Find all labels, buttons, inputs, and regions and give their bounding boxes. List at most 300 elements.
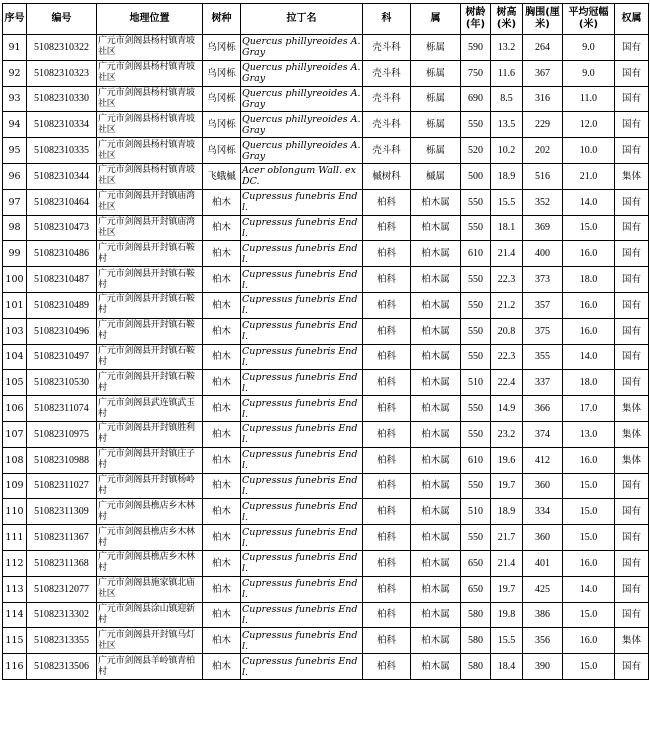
cell-family: 柏科	[363, 267, 411, 293]
cell-latin-name: Quercus phillyreoides A. Gray	[242, 87, 361, 110]
cell-height: 14.9	[491, 396, 523, 422]
cell-family: 柏科	[363, 292, 411, 318]
cell-girth: 369	[523, 215, 563, 241]
cell-species: 柏木	[203, 318, 241, 344]
cell-species: 柏木	[203, 525, 241, 551]
cell-ownership: 国有	[615, 654, 649, 680]
cell-latin-name: Cupressus funebris Endl.	[241, 654, 363, 680]
cell-age: 580	[461, 628, 491, 654]
cell-code: 51082310473	[27, 215, 97, 241]
cell-age: 550	[461, 421, 491, 447]
cell-latin-name: Cupressus funebris Endl.	[241, 602, 363, 628]
cell-location: 广元市剑阁县开封镇石鞍村	[97, 370, 203, 396]
cell-location: 广元市剑阁县开封镇石鞍村	[97, 241, 203, 267]
cell-latin-name: Cupressus funebris Endl.	[241, 344, 363, 370]
cell-genus: 栎属	[411, 112, 461, 138]
cell-location: 广元市剑阁县杨村镇青坡社区	[97, 112, 203, 138]
col-header-age: 树龄(年)	[461, 4, 491, 35]
cell-code: 51082311027	[27, 473, 97, 499]
cell-location: 广元市剑阁县武连镇武玉村	[97, 396, 203, 422]
cell-girth: 412	[523, 447, 563, 473]
table-row	[3, 163, 649, 189]
cell-girth: 356	[523, 628, 563, 654]
cell-location: 广元市剑阁县开封镇石鞍村	[97, 267, 203, 293]
table-row	[3, 499, 649, 525]
cell-crown: 16.0	[563, 318, 615, 344]
table-row	[3, 370, 649, 396]
cell-code: 51082310988	[27, 447, 97, 473]
col-header-crown: 平均冠幅(米)	[563, 4, 615, 35]
cell-crown: 16.0	[563, 241, 615, 267]
cell-index: 112	[3, 550, 27, 576]
cell-crown: 13.0	[563, 421, 615, 447]
cell-girth: 390	[523, 654, 563, 680]
cell-height: 19.7	[491, 576, 523, 602]
cell-index: 108	[3, 447, 27, 473]
cell-age: 580	[461, 654, 491, 680]
cell-location: 广元市剑阁县涂山镇迎新村	[97, 602, 203, 628]
cell-age: 550	[461, 396, 491, 422]
cell-age: 550	[461, 473, 491, 499]
cell-girth: 334	[523, 499, 563, 525]
cell-height: 13.2	[491, 35, 523, 61]
cell-crown: 12.0	[563, 112, 615, 138]
cell-height: 20.8	[491, 318, 523, 344]
cell-age: 550	[461, 318, 491, 344]
cell-species: 柏木	[203, 628, 241, 654]
cell-latin-name: Cupressus funebris Endl.	[241, 370, 363, 396]
cell-species: 柏木	[203, 447, 241, 473]
cell-genus: 柏木属	[411, 189, 461, 215]
cell-crown: 16.0	[563, 550, 615, 576]
cell-species: 柏木	[203, 396, 241, 422]
cell-family: 壳斗科	[363, 138, 411, 164]
cell-crown: 15.0	[563, 602, 615, 628]
cell-girth: 401	[523, 550, 563, 576]
cell-crown: 14.0	[563, 189, 615, 215]
cell-age: 510	[461, 499, 491, 525]
cell-family: 柏科	[363, 421, 411, 447]
table-header	[3, 4, 649, 35]
cell-height: 15.5	[491, 628, 523, 654]
cell-index: 115	[3, 628, 27, 654]
cell-family: 柏科	[363, 318, 411, 344]
cell-index: 104	[3, 344, 27, 370]
cell-genus: 柏木属	[411, 318, 461, 344]
col-header-species: 树种	[203, 4, 241, 35]
cell-location: 广元市剑阁县杨村镇青坡社区	[97, 138, 203, 164]
cell-height: 22.4	[491, 370, 523, 396]
cell-location: 广元市剑阁县樵店乡木林村	[97, 550, 203, 576]
cell-height: 19.7	[491, 473, 523, 499]
cell-genus: 栎属	[411, 138, 461, 164]
cell-family: 壳斗科	[363, 35, 411, 61]
cell-girth: 367	[523, 60, 563, 86]
cell-family: 柏科	[363, 628, 411, 654]
cell-code: 51082310323	[27, 60, 97, 86]
cell-code: 51082313355	[27, 628, 97, 654]
cell-latin-name: Quercus phillyreoides A. Gray	[242, 113, 361, 136]
cell-ownership: 国有	[615, 86, 649, 112]
cell-genus: 槭属	[411, 163, 461, 189]
cell-crown: 18.0	[563, 267, 615, 293]
cell-latin-name: Cupressus funebris Endl.	[241, 267, 363, 293]
cell-age: 690	[461, 86, 491, 112]
cell-genus: 栎属	[411, 60, 461, 86]
table-row	[3, 241, 649, 267]
cell-girth: 316	[523, 86, 563, 112]
cell-height: 19.6	[491, 447, 523, 473]
cell-age: 750	[461, 60, 491, 86]
cell-ownership: 国有	[615, 602, 649, 628]
cell-ownership: 集体	[615, 447, 649, 473]
cell-crown: 15.0	[563, 525, 615, 551]
cell-girth: 373	[523, 267, 563, 293]
cell-age: 610	[461, 447, 491, 473]
cell-crown: 15.0	[563, 473, 615, 499]
cell-genus: 柏木属	[411, 602, 461, 628]
cell-age: 520	[461, 138, 491, 164]
cell-girth: 360	[523, 473, 563, 499]
cell-girth: 375	[523, 318, 563, 344]
cell-index: 92	[3, 60, 27, 86]
cell-latin-name: Cupressus funebris Endl.	[241, 550, 363, 576]
cell-age: 610	[461, 241, 491, 267]
cell-crown: 18.0	[563, 370, 615, 396]
cell-height: 18.9	[491, 163, 523, 189]
cell-code: 51082310334	[27, 112, 97, 138]
cell-height: 8.5	[491, 86, 523, 112]
cell-latin-name: Cupressus funebris Endl.	[241, 525, 363, 551]
table-row	[3, 602, 649, 628]
cell-location: 广元市剑阁县开封镇马灯社区	[97, 628, 203, 654]
cell-family: 壳斗科	[363, 86, 411, 112]
table-row	[3, 525, 649, 551]
cell-family: 壳斗科	[363, 60, 411, 86]
cell-crown: 11.0	[563, 86, 615, 112]
cell-ownership: 国有	[615, 189, 649, 215]
ancient-tree-table	[2, 3, 649, 680]
cell-age: 550	[461, 525, 491, 551]
cell-family: 柏科	[363, 241, 411, 267]
cell-ownership: 国有	[615, 138, 649, 164]
cell-age: 550	[461, 344, 491, 370]
cell-girth: 337	[523, 370, 563, 396]
cell-latin-name: Cupressus funebris Endl.	[241, 241, 363, 267]
cell-height: 15.5	[491, 189, 523, 215]
cell-location: 广元市剑阁县樵店乡木林村	[97, 499, 203, 525]
cell-girth: 229	[523, 112, 563, 138]
cell-code: 51082310489	[27, 292, 97, 318]
col-header-code: 编号	[27, 4, 97, 35]
cell-ownership: 国有	[615, 473, 649, 499]
cell-genus: 柏木属	[411, 370, 461, 396]
table-row	[3, 576, 649, 602]
cell-crown: 16.0	[563, 447, 615, 473]
cell-ownership: 国有	[615, 215, 649, 241]
cell-age: 550	[461, 292, 491, 318]
cell-ownership: 国有	[615, 318, 649, 344]
cell-ownership: 集体	[615, 163, 649, 189]
cell-latin-name: Cupressus funebris Endl.	[241, 215, 363, 241]
table-row	[3, 654, 649, 680]
cell-girth: 366	[523, 396, 563, 422]
cell-family: 柏科	[363, 525, 411, 551]
cell-latin-name: Quercus phillyreoides A. Gray	[242, 139, 361, 162]
cell-index: 105	[3, 370, 27, 396]
cell-species: 柏木	[203, 421, 241, 447]
cell-index: 96	[3, 163, 27, 189]
cell-index: 114	[3, 602, 27, 628]
cell-genus: 柏木属	[411, 421, 461, 447]
col-header-location: 地理位置	[97, 4, 203, 35]
cell-species: 柏木	[203, 370, 241, 396]
cell-code: 51082310487	[27, 267, 97, 293]
table-row	[3, 267, 649, 293]
cell-code: 51082310530	[27, 370, 97, 396]
cell-species: 柏木	[203, 499, 241, 525]
cell-code: 51082310344	[27, 163, 97, 189]
table-row	[3, 318, 649, 344]
cell-index: 93	[3, 86, 27, 112]
table-row	[3, 344, 649, 370]
cell-crown: 16.0	[563, 292, 615, 318]
cell-location: 广元市剑阁县杨村镇青坡社区	[97, 86, 203, 112]
cell-latin-name: Cupressus funebris Endl.	[241, 576, 363, 602]
table-body	[3, 35, 649, 680]
cell-index: 109	[3, 473, 27, 499]
cell-ownership: 国有	[615, 550, 649, 576]
cell-latin-name: Cupressus funebris Endl.	[241, 628, 363, 654]
cell-index: 97	[3, 189, 27, 215]
cell-girth: 360	[523, 525, 563, 551]
table-row	[3, 292, 649, 318]
cell-latin-name: Cupressus funebris Endl.	[241, 292, 363, 318]
cell-family: 柏科	[363, 396, 411, 422]
cell-index: 110	[3, 499, 27, 525]
cell-age: 650	[461, 550, 491, 576]
col-header-height: 树高(米)	[491, 4, 523, 35]
cell-location: 广元市剑阁县羊岭镇青柏村	[97, 654, 203, 680]
cell-location: 广元市剑阁县开封镇石鞍村	[97, 292, 203, 318]
cell-code: 51082311367	[27, 525, 97, 551]
cell-index: 100	[3, 267, 27, 293]
cell-code: 51082310335	[27, 138, 97, 164]
cell-location: 广元市剑阁县樵店乡木林村	[97, 525, 203, 551]
cell-height: 21.4	[491, 241, 523, 267]
col-header-ownership: 权属	[615, 4, 649, 35]
cell-code: 51082313506	[27, 654, 97, 680]
cell-ownership: 国有	[615, 499, 649, 525]
cell-girth: 400	[523, 241, 563, 267]
cell-genus: 柏木属	[411, 215, 461, 241]
cell-code: 51082312077	[27, 576, 97, 602]
cell-index: 95	[3, 138, 27, 164]
cell-height: 13.5	[491, 112, 523, 138]
cell-species: 柏木	[203, 267, 241, 293]
table-row	[3, 628, 649, 654]
table-row	[3, 421, 649, 447]
cell-genus: 柏木属	[411, 241, 461, 267]
cell-species: 乌冈栎	[203, 138, 241, 164]
cell-age: 650	[461, 576, 491, 602]
document-page	[2, 3, 649, 680]
cell-height: 18.9	[491, 499, 523, 525]
cell-latin-name: Quercus phillyreoides A. Gray	[242, 36, 361, 59]
cell-index: 94	[3, 112, 27, 138]
cell-species: 乌冈栎	[203, 60, 241, 86]
cell-ownership: 集体	[615, 421, 649, 447]
cell-ownership: 国有	[615, 525, 649, 551]
cell-age: 590	[461, 35, 491, 61]
cell-latin-name: Quercus phillyreoides A. Gray	[242, 62, 361, 85]
cell-species: 柏木	[203, 473, 241, 499]
cell-age: 550	[461, 189, 491, 215]
cell-genus: 栎属	[411, 86, 461, 112]
cell-species: 乌冈栎	[203, 35, 241, 61]
cell-latin-name: Cupressus funebris Endl.	[241, 421, 363, 447]
cell-genus: 柏木属	[411, 654, 461, 680]
cell-location: 广元市剑阁县开封镇庙湾社区	[97, 215, 203, 241]
table-row	[3, 215, 649, 241]
cell-ownership: 国有	[615, 370, 649, 396]
cell-index: 103	[3, 318, 27, 344]
cell-crown: 21.0	[563, 163, 615, 189]
cell-family: 柏科	[363, 473, 411, 499]
cell-genus: 栎属	[411, 35, 461, 61]
cell-species: 飞蛾槭	[203, 163, 241, 189]
cell-index: 91	[3, 35, 27, 61]
cell-species: 乌冈栎	[203, 112, 241, 138]
table-row	[3, 447, 649, 473]
cell-location: 广元市剑阁县杨村镇青坡社区	[97, 35, 203, 61]
cell-species: 乌冈栎	[203, 86, 241, 112]
cell-code: 51082310322	[27, 35, 97, 61]
cell-height: 19.8	[491, 602, 523, 628]
cell-family: 柏科	[363, 550, 411, 576]
cell-crown: 16.0	[563, 628, 615, 654]
cell-code: 51082311074	[27, 396, 97, 422]
cell-latin-name: Cupressus funebris Endl.	[241, 499, 363, 525]
cell-genus: 柏木属	[411, 267, 461, 293]
cell-code: 51082310486	[27, 241, 97, 267]
cell-girth: 425	[523, 576, 563, 602]
cell-family: 槭树科	[363, 163, 411, 189]
cell-age: 550	[461, 215, 491, 241]
cell-age: 510	[461, 370, 491, 396]
cell-index: 101	[3, 292, 27, 318]
cell-genus: 柏木属	[411, 396, 461, 422]
col-header-family: 科	[363, 4, 411, 35]
cell-height: 18.4	[491, 654, 523, 680]
table-row	[3, 60, 649, 86]
cell-height: 23.2	[491, 421, 523, 447]
cell-species: 柏木	[203, 344, 241, 370]
cell-height: 22.3	[491, 344, 523, 370]
table-row	[3, 550, 649, 576]
cell-girth: 374	[523, 421, 563, 447]
cell-girth: 202	[523, 138, 563, 164]
cell-species: 柏木	[203, 654, 241, 680]
cell-crown: 14.0	[563, 344, 615, 370]
cell-height: 21.2	[491, 292, 523, 318]
cell-code: 51082310496	[27, 318, 97, 344]
cell-family: 柏科	[363, 447, 411, 473]
cell-species: 柏木	[203, 576, 241, 602]
cell-height: 18.1	[491, 215, 523, 241]
cell-index: 116	[3, 654, 27, 680]
cell-location: 广元市剑阁县开封镇庄子村	[97, 447, 203, 473]
cell-ownership: 国有	[615, 60, 649, 86]
cell-code: 51082311368	[27, 550, 97, 576]
cell-height: 11.6	[491, 60, 523, 86]
cell-girth: 264	[523, 35, 563, 61]
cell-latin-name: Cupressus funebris Endl.	[241, 318, 363, 344]
cell-ownership: 国有	[615, 344, 649, 370]
cell-latin-name: Cupressus funebris Endl.	[241, 189, 363, 215]
cell-genus: 柏木属	[411, 576, 461, 602]
cell-family: 柏科	[363, 499, 411, 525]
cell-code: 51082311309	[27, 499, 97, 525]
cell-crown: 17.0	[563, 396, 615, 422]
cell-family: 柏科	[363, 576, 411, 602]
cell-genus: 柏木属	[411, 550, 461, 576]
col-header-genus: 属	[411, 4, 461, 35]
cell-index: 111	[3, 525, 27, 551]
cell-height: 21.7	[491, 525, 523, 551]
cell-species: 柏木	[203, 241, 241, 267]
cell-location: 广元市剑阁县杨村镇青坡社区	[97, 60, 203, 86]
cell-girth: 352	[523, 189, 563, 215]
cell-family: 柏科	[363, 602, 411, 628]
cell-code: 51082310330	[27, 86, 97, 112]
cell-latin-name: Cupressus funebris Endl.	[241, 447, 363, 473]
cell-genus: 柏木属	[411, 344, 461, 370]
cell-girth: 357	[523, 292, 563, 318]
cell-genus: 柏木属	[411, 628, 461, 654]
cell-family: 柏科	[363, 370, 411, 396]
cell-age: 550	[461, 112, 491, 138]
cell-height: 10.2	[491, 138, 523, 164]
cell-ownership: 集体	[615, 396, 649, 422]
cell-family: 柏科	[363, 189, 411, 215]
cell-ownership: 国有	[615, 267, 649, 293]
cell-crown: 14.0	[563, 576, 615, 602]
table-row	[3, 138, 649, 164]
cell-ownership: 国有	[615, 241, 649, 267]
cell-location: 广元市剑阁县开封镇杨岭村	[97, 473, 203, 499]
cell-index: 106	[3, 396, 27, 422]
cell-height: 22.3	[491, 267, 523, 293]
cell-location: 广元市剑阁县施家镇北庙社区	[97, 576, 203, 602]
table-row	[3, 396, 649, 422]
cell-code: 51082310464	[27, 189, 97, 215]
cell-index: 107	[3, 421, 27, 447]
cell-girth: 355	[523, 344, 563, 370]
cell-genus: 柏木属	[411, 473, 461, 499]
cell-latin-name: Cupressus funebris Endl.	[241, 473, 363, 499]
cell-species: 柏木	[203, 602, 241, 628]
table-row	[3, 112, 649, 138]
cell-family: 柏科	[363, 215, 411, 241]
cell-girth: 386	[523, 602, 563, 628]
col-header-latin-name: 拉丁名	[241, 4, 363, 35]
cell-species: 柏木	[203, 292, 241, 318]
cell-code: 51082310975	[27, 421, 97, 447]
cell-crown: 15.0	[563, 654, 615, 680]
table-row	[3, 35, 649, 61]
cell-genus: 柏木属	[411, 447, 461, 473]
